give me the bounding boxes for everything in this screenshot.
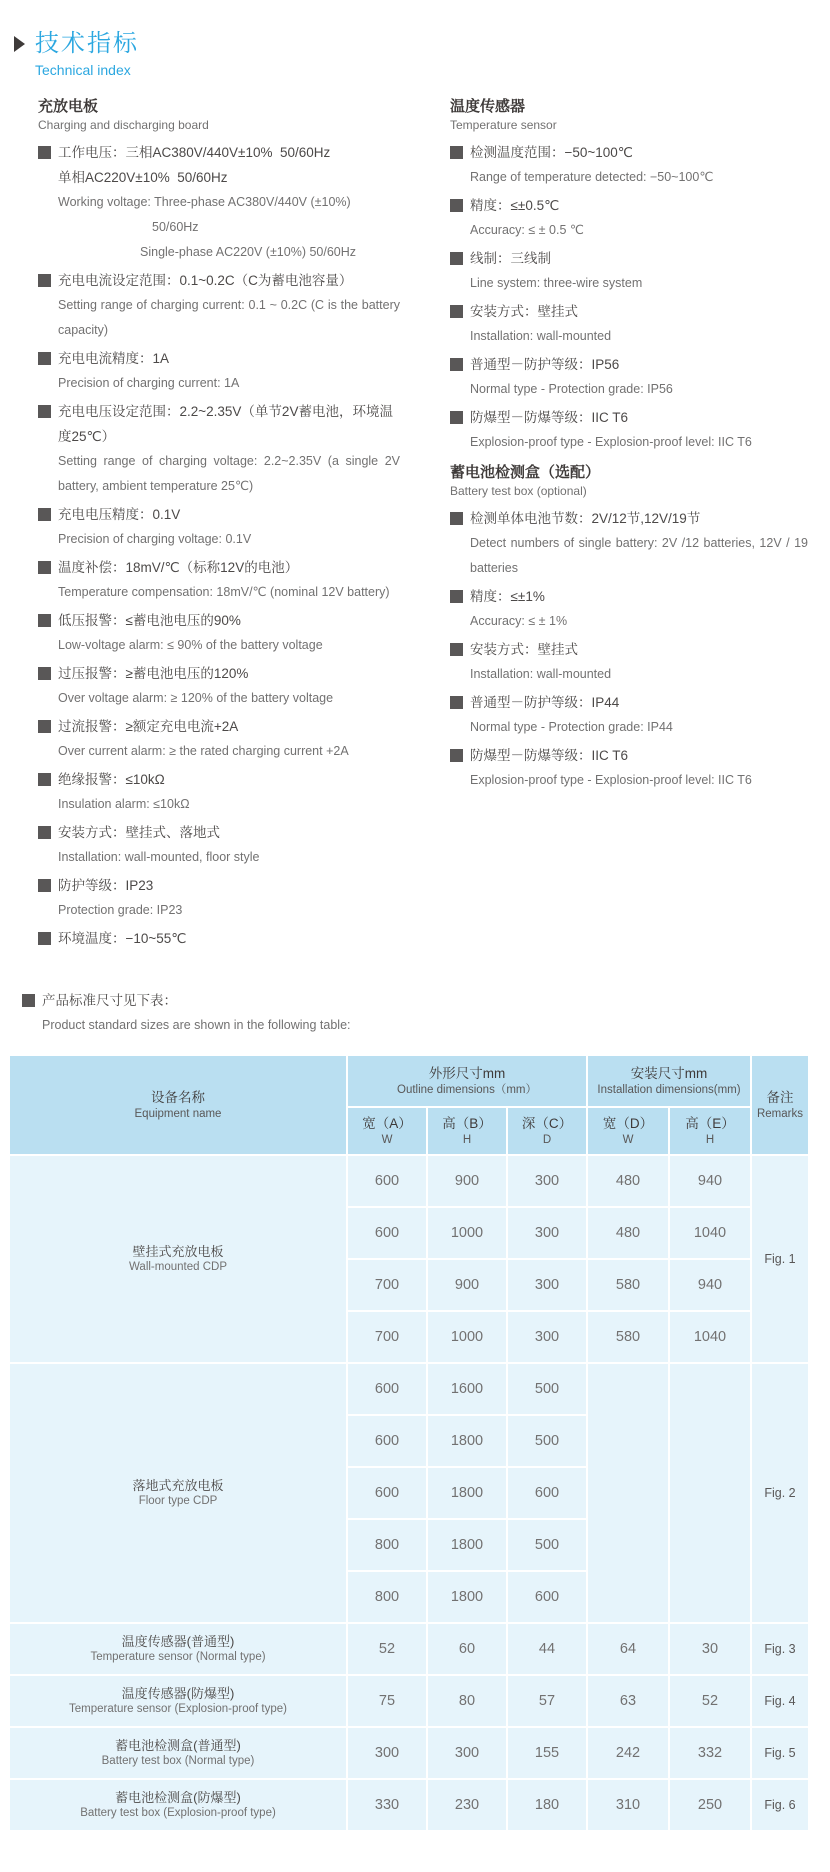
bullet-square-icon <box>450 512 463 525</box>
size-cell: 1000 <box>428 1312 506 1362</box>
size-cell: 940 <box>670 1260 750 1310</box>
spec-item-en: Over voltage alarm: ≥ 120% of the battery voltage <box>58 691 334 705</box>
equipment-name-en: Temperature sensor (Explosion-proof type) <box>69 1703 287 1715</box>
spec-item-zh <box>450 743 808 768</box>
spec-item-en: Installation: wall-mounted <box>470 329 612 343</box>
remark-cell: Fig. 4 <box>752 1676 808 1726</box>
doc-header <box>0 0 830 79</box>
bullet-square-icon <box>38 932 51 945</box>
bullet-square-icon <box>38 826 51 839</box>
triangle-bullet-icon <box>14 36 25 52</box>
spec-item-zh <box>38 502 400 527</box>
table-intro-en: Product standard sizes are shown in the following table: <box>42 1018 351 1032</box>
remark-cell: Fig. 3 <box>752 1624 808 1674</box>
col-header-depth-c: 深（C） D <box>508 1108 586 1154</box>
size-table <box>8 1054 810 1832</box>
spec-item-en: Setting range of charging voltage: 2.2~2.35V (a single 2V battery, ambient temperature 25℃) <box>58 454 400 493</box>
spec-item <box>38 555 400 605</box>
size-cell: 600 <box>348 1364 426 1414</box>
spec-item-zh-text: 线制：三线制 <box>470 251 551 266</box>
bullet-square-icon <box>38 405 51 418</box>
size-cell: 80 <box>428 1676 506 1726</box>
size-cell: 500 <box>508 1416 586 1466</box>
table-header-row-1 <box>10 1056 808 1106</box>
size-cell: 940 <box>670 1156 750 1206</box>
spec-column-right <box>450 89 808 954</box>
spec-item-zh-text: 安装方式：壁挂式、落地式 <box>58 825 220 840</box>
size-cell: 44 <box>508 1624 586 1674</box>
col-header-remarks: 备注 Remarks <box>752 1056 808 1154</box>
bullet-square-icon <box>450 696 463 709</box>
spec-item-zh <box>38 268 400 293</box>
bullet-square-icon <box>450 358 463 371</box>
spec-item-zh-text: 普通型－防护等级：IP56 <box>470 357 620 372</box>
size-cell: 300 <box>428 1728 506 1778</box>
section-heading <box>450 97 808 133</box>
spec-item-zh-text: 检测温度范围：−50~100℃ <box>470 145 633 160</box>
equipment-name-en: Battery test box (Explosion-proof type) <box>80 1807 276 1819</box>
size-cell: 580 <box>588 1312 668 1362</box>
size-cell: 900 <box>428 1156 506 1206</box>
bullet-square-icon <box>450 252 463 265</box>
spec-item-zh <box>450 506 808 531</box>
size-cell-empty <box>670 1364 750 1622</box>
equipment-name-cell <box>10 1156 346 1362</box>
spec-item-en: Normal type - Protection grade: IP44 <box>470 720 673 734</box>
section-heading-en: Temperature sensor <box>450 118 557 132</box>
spec-item <box>450 299 808 349</box>
col-header-equipment: 设备名称 Equipment name <box>10 1056 346 1154</box>
section-heading-en: Charging and discharging board <box>38 118 209 132</box>
section-heading-en: Battery test box (optional) <box>450 484 587 498</box>
bullet-square-icon <box>450 199 463 212</box>
spec-item <box>450 584 808 634</box>
spec-item <box>450 140 808 190</box>
col-header-width-d: 宽（D） W <box>588 1108 668 1154</box>
spec-item-zh-text: 精度：≤±1% <box>470 589 545 604</box>
bullet-square-icon <box>38 352 51 365</box>
spec-item-zh-text: 安装方式：壁挂式 <box>470 304 578 319</box>
equipment-name-cell <box>10 1624 346 1674</box>
spec-item-zh <box>450 140 808 165</box>
size-cell: 300 <box>348 1728 426 1778</box>
spec-item <box>450 690 808 740</box>
spec-item-zh-text: 充电电流设定范围：0.1~0.2C（C为蓄电池容量） <box>58 273 353 288</box>
size-cell: 600 <box>508 1468 586 1518</box>
spec-column-left <box>38 89 400 954</box>
equipment-name-cell <box>10 1676 346 1726</box>
spec-item <box>38 926 400 951</box>
size-cell: 52 <box>670 1676 750 1726</box>
bullet-square-icon <box>38 773 51 786</box>
bullet-square-icon <box>38 274 51 287</box>
spec-item-zh <box>38 926 400 951</box>
spec-item-zh <box>38 399 400 449</box>
col-header-outline: 外形尺寸mm Outline dimensions（mm） <box>348 1056 586 1106</box>
spec-item-zh-text: 精度：≤±0.5℃ <box>470 198 560 213</box>
bullet-square-icon <box>450 643 463 656</box>
equipment-name-zh: 落地式充放电板 <box>132 1478 224 1493</box>
spec-item-zh <box>450 352 808 377</box>
spec-item-zh <box>450 690 808 715</box>
spec-item-zh <box>450 299 808 324</box>
size-cell: 1800 <box>428 1520 506 1570</box>
spec-item-en: Accuracy: ≤ ± 1% <box>470 614 568 628</box>
spec-item <box>450 405 808 455</box>
spec-item <box>38 661 400 711</box>
spec-item <box>38 502 400 552</box>
spec-columns <box>0 89 830 954</box>
equipment-name-zh: 壁挂式充放电板 <box>132 1244 224 1259</box>
size-cell: 332 <box>670 1728 750 1778</box>
spec-item-en: Precision of charging current: 1A <box>58 376 240 390</box>
spec-item-zh-text: 防爆型－防爆等级：IIC T6 <box>470 748 629 763</box>
size-cell: 500 <box>508 1520 586 1570</box>
spec-item-zh <box>450 637 808 662</box>
bullet-square-icon <box>38 614 51 627</box>
spec-item-en: Protection grade: IP23 <box>58 903 183 917</box>
size-cell: 600 <box>348 1156 426 1206</box>
bullet-square-icon <box>38 879 51 892</box>
spec-item-zh-text: 充电电压精度：0.1V <box>58 507 181 522</box>
table-row <box>10 1728 808 1778</box>
table-row <box>10 1676 808 1726</box>
size-cell: 63 <box>588 1676 668 1726</box>
spec-item <box>38 268 400 343</box>
spec-item-zh-text: 过流报警：≥额定充电电流+2A <box>58 719 239 734</box>
spec-item-en: 50/60Hz <box>152 220 199 234</box>
col-header-width-a: 宽（A） W <box>348 1108 426 1154</box>
spec-item-zh <box>38 714 400 739</box>
size-cell: 250 <box>670 1780 750 1830</box>
size-cell: 242 <box>588 1728 668 1778</box>
section-heading <box>38 97 400 133</box>
spec-item <box>38 767 400 817</box>
size-cell: 800 <box>348 1520 426 1570</box>
remark-cell: Fig. 5 <box>752 1728 808 1778</box>
spec-item-zh-text: 绝缘报警：≤10kΩ <box>58 772 165 787</box>
size-cell: 580 <box>588 1260 668 1310</box>
spec-item <box>38 608 400 658</box>
table-intro <box>22 988 830 1038</box>
size-cell: 60 <box>428 1624 506 1674</box>
spec-item <box>450 637 808 687</box>
size-cell: 1040 <box>670 1312 750 1362</box>
title-row <box>14 30 830 58</box>
bullet-square-icon <box>450 411 463 424</box>
spec-item <box>38 140 400 265</box>
remark-cell: Fig. 2 <box>752 1364 808 1622</box>
spec-item-zh <box>38 140 400 165</box>
spec-item-zh-text: 单相AC220V±10% 50/60Hz <box>58 170 228 185</box>
bullet-square-icon <box>38 508 51 521</box>
spec-item-zh-text: 防护等级：IP23 <box>58 878 154 893</box>
remark-cell: Fig. 1 <box>752 1156 808 1362</box>
size-cell: 75 <box>348 1676 426 1726</box>
bullet-square-icon <box>450 749 463 762</box>
size-cell: 300 <box>508 1312 586 1362</box>
spec-item-zh <box>450 584 808 609</box>
spec-item <box>450 352 808 402</box>
remark-cell: Fig. 6 <box>752 1780 808 1830</box>
size-cell: 600 <box>348 1416 426 1466</box>
size-cell: 1040 <box>670 1208 750 1258</box>
spec-item <box>38 399 400 499</box>
spec-item <box>38 714 400 764</box>
spec-item <box>450 193 808 243</box>
table-row <box>10 1364 808 1414</box>
spec-item-zh <box>38 346 400 371</box>
size-cell: 800 <box>348 1572 426 1622</box>
spec-item-zh <box>38 820 400 845</box>
bullet-square-icon <box>450 590 463 603</box>
size-cell: 180 <box>508 1780 586 1830</box>
spec-item-en: Low-voltage alarm: ≤ 90% of the battery voltage <box>58 638 323 652</box>
col-header-install: 安装尺寸mm Installation dimensions(mm) <box>588 1056 750 1106</box>
bullet-square-icon <box>450 146 463 159</box>
size-cell: 1800 <box>428 1468 506 1518</box>
section-heading-zh: 充放电板 <box>38 98 99 115</box>
spec-item-en: Temperature compensation: 18mV/℃ (nominal 12V battery) <box>58 585 390 599</box>
spec-item-zh <box>38 661 400 686</box>
spec-item-zh-text: 过压报警：≥蓄电池电压的120% <box>58 666 249 681</box>
size-cell: 52 <box>348 1624 426 1674</box>
size-cell: 30 <box>670 1624 750 1674</box>
spec-item-zh-text: 温度补偿：18mV/℃（标称12V的电池） <box>58 560 299 575</box>
size-cell: 300 <box>508 1208 586 1258</box>
equipment-name-zh: 温度传感器(普通型) <box>121 1634 235 1649</box>
spec-item-zh-text: 低压报警：≤蓄电池电压的90% <box>58 613 241 628</box>
spec-item-en: Accuracy: ≤ ± 0.5 ℃ <box>470 223 584 237</box>
bullet-square-icon <box>38 720 51 733</box>
equipment-name-cell <box>10 1364 346 1622</box>
spec-item <box>38 820 400 870</box>
spec-item-zh <box>38 873 400 898</box>
spec-item-en: Working voltage: Three-phase AC380V/440V (±10%) <box>58 195 351 209</box>
size-cell: 1800 <box>428 1416 506 1466</box>
spec-item-en: Range of temperature detected: −50~100℃ <box>470 170 714 184</box>
size-cell: 700 <box>348 1312 426 1362</box>
size-cell: 480 <box>588 1208 668 1258</box>
size-cell: 300 <box>508 1156 586 1206</box>
page-title: 技术指标 <box>35 30 139 57</box>
equipment-name-zh: 蓄电池检测盒(防爆型) <box>115 1790 241 1805</box>
table-row <box>10 1780 808 1830</box>
size-cell: 64 <box>588 1624 668 1674</box>
spec-item-en: Normal type - Protection grade: IP56 <box>470 382 673 396</box>
spec-item-zh <box>450 405 808 430</box>
spec-item <box>38 873 400 923</box>
size-cell: 155 <box>508 1728 586 1778</box>
equipment-name-en: Temperature sensor (Normal type) <box>90 1651 266 1663</box>
spec-item-zh <box>450 193 808 218</box>
bullet-square-icon <box>450 305 463 318</box>
spec-item-zh-text: 充电电压设定范围：2.2~2.35V（单节2V蓄电池，环境温度25℃） <box>58 404 393 444</box>
spec-item <box>450 246 808 296</box>
size-cell: 300 <box>508 1260 586 1310</box>
table-row <box>10 1156 808 1206</box>
spec-item-zh-text: 环境温度：−10~55℃ <box>58 931 187 946</box>
size-cell: 57 <box>508 1676 586 1726</box>
size-cell: 700 <box>348 1260 426 1310</box>
size-cell: 310 <box>588 1780 668 1830</box>
size-cell: 1800 <box>428 1572 506 1622</box>
size-cell: 480 <box>588 1156 668 1206</box>
spec-item-zh-cont <box>38 165 400 190</box>
spec-item-zh <box>450 246 808 271</box>
spec-item-zh-text: 充电电流精度：1A <box>58 351 170 366</box>
spec-item-en: Precision of charging voltage: 0.1V <box>58 532 252 546</box>
spec-item-en: Explosion-proof type - Explosion-proof level: IIC T6 <box>470 435 752 449</box>
size-cell: 230 <box>428 1780 506 1830</box>
spec-item-en: Over current alarm: ≥ the rated charging current +2A <box>58 744 349 758</box>
spec-item-en: Detect numbers of single battery: 2V /12 batteries, 12V / 19 batteries <box>470 536 808 575</box>
size-cell: 330 <box>348 1780 426 1830</box>
section-heading <box>450 463 808 499</box>
spec-item-en: Installation: wall-mounted, floor style <box>58 850 260 864</box>
size-cell: 1600 <box>428 1364 506 1414</box>
spec-item <box>450 506 808 581</box>
size-cell: 600 <box>348 1208 426 1258</box>
size-cell: 500 <box>508 1364 586 1414</box>
equipment-name-cell <box>10 1728 346 1778</box>
equipment-name-en: Floor type CDP <box>138 1495 218 1507</box>
page-subtitle: Technical index <box>35 62 131 78</box>
table-intro-zh: 产品标准尺寸见下表： <box>22 988 830 1013</box>
size-cell: 600 <box>508 1572 586 1622</box>
spec-item <box>450 743 808 793</box>
spec-item-zh-text: 检测单体电池节数：2V/12节,12V/19节 <box>470 511 701 526</box>
equipment-name-en: Wall-mounted CDP <box>129 1261 227 1273</box>
spec-item-zh-text: 工作电压：三相AC380V/440V±10% 50/60Hz <box>58 145 331 160</box>
size-cell: 900 <box>428 1260 506 1310</box>
spec-item-zh <box>38 555 400 580</box>
bullet-square-icon <box>38 667 51 680</box>
spec-item-zh <box>38 608 400 633</box>
equipment-name-en: Battery test box (Normal type) <box>101 1755 255 1767</box>
spec-item-zh <box>38 767 400 792</box>
col-header-height-e: 高（E） H <box>670 1108 750 1154</box>
spec-item-zh-text: 普通型－防护等级：IP44 <box>470 695 620 710</box>
section-heading-zh: 温度传感器 <box>450 98 526 115</box>
size-cell-empty <box>588 1364 668 1622</box>
equipment-name-zh: 蓄电池检测盒(普通型) <box>115 1738 241 1753</box>
spec-item-en: Single-phase AC220V (±10%) 50/60Hz <box>140 245 357 259</box>
spec-item-zh-text: 安装方式：壁挂式 <box>470 642 578 657</box>
spec-item-en: Insulation alarm: ≤10kΩ <box>58 797 190 811</box>
section-heading-zh: 蓄电池检测盒（选配） <box>450 464 601 481</box>
spec-item-en: Line system: three-wire system <box>470 276 643 290</box>
size-cell: 600 <box>348 1468 426 1518</box>
equipment-name-cell <box>10 1780 346 1830</box>
equipment-name-zh: 温度传感器(防爆型) <box>121 1686 235 1701</box>
bullet-square-icon <box>38 146 51 159</box>
spec-item-en: Explosion-proof type - Explosion-proof level: IIC T6 <box>470 773 752 787</box>
spec-item-en: Setting range of charging current: 0.1 ~ 0.2C (C is the battery capacity) <box>58 298 400 337</box>
bullet-square-icon <box>38 561 51 574</box>
table-row <box>10 1624 808 1674</box>
spec-item-zh-text: 防爆型－防爆等级：IIC T6 <box>470 410 629 425</box>
col-header-height-b: 高（B） H <box>428 1108 506 1154</box>
size-cell: 1000 <box>428 1208 506 1258</box>
bullet-square-icon <box>22 994 35 1007</box>
spec-item-en: Installation: wall-mounted <box>470 667 612 681</box>
spec-item <box>38 346 400 396</box>
